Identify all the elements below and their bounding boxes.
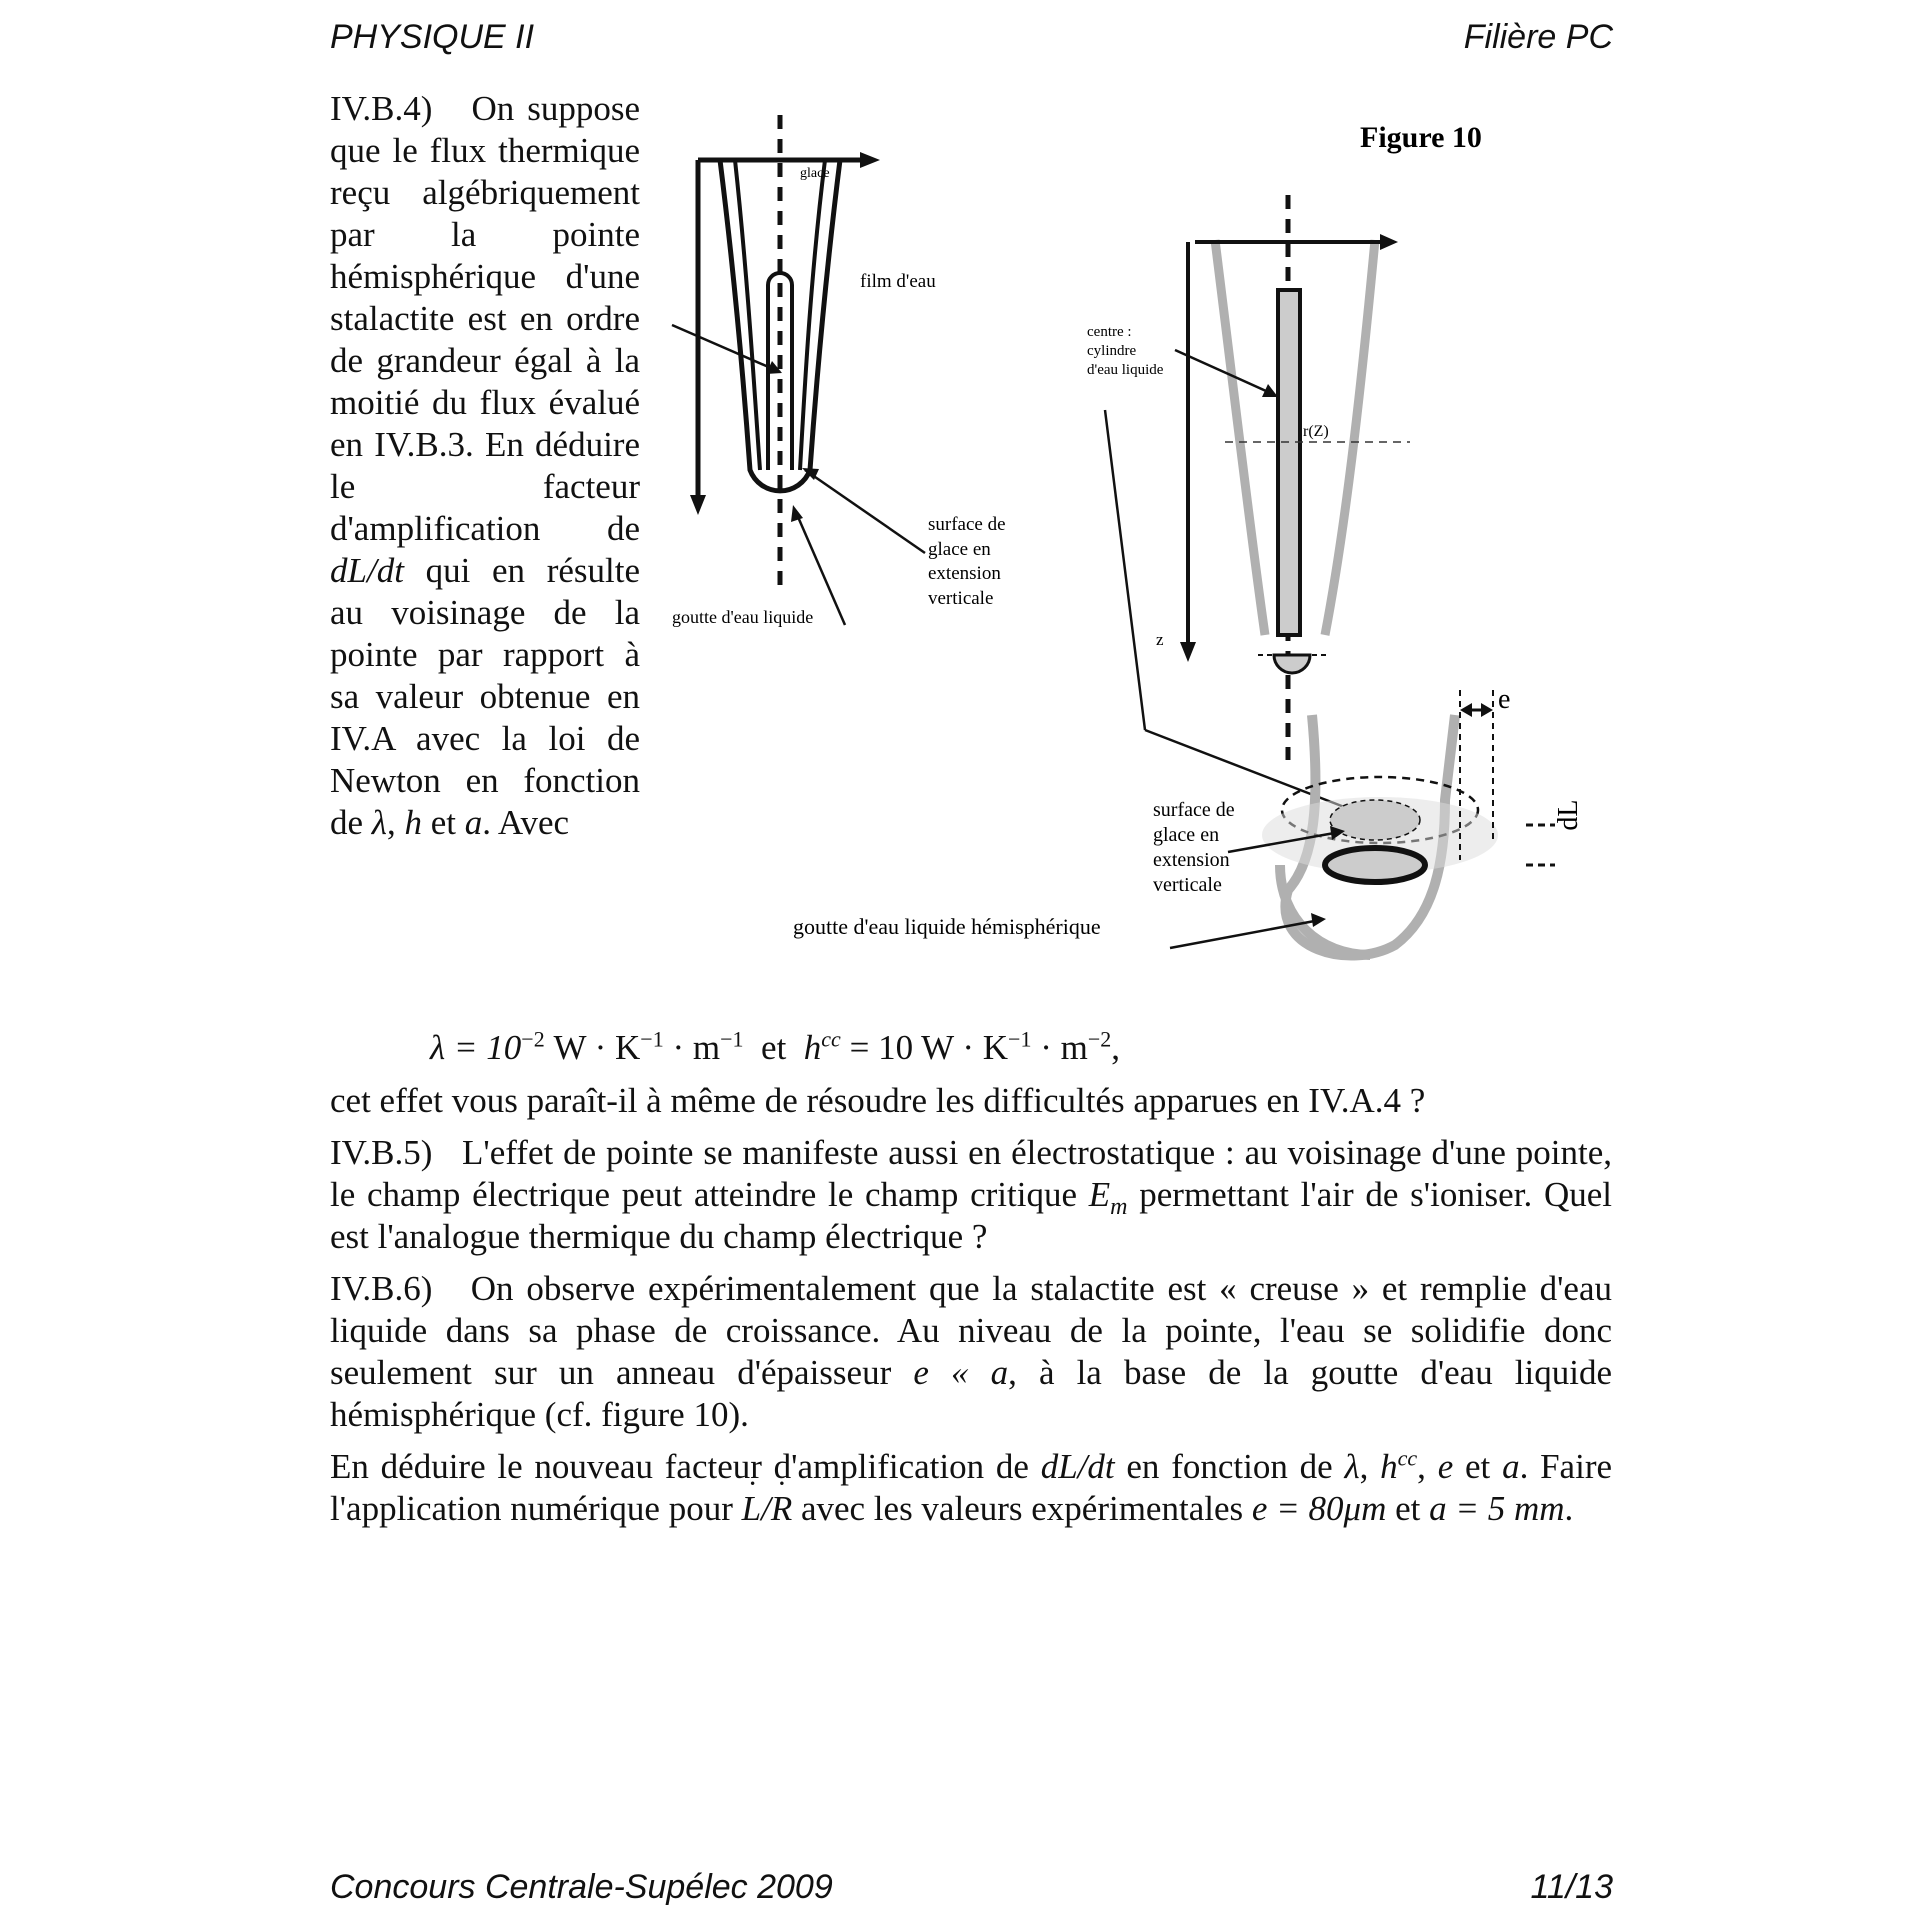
label-surface1-l1: surface de [928, 514, 1006, 535]
var-r-dot: · R [771, 1489, 792, 1528]
label-surface2-l1: surface de [1153, 799, 1235, 821]
word-avec: Avec [497, 803, 570, 842]
slash: / [761, 1489, 771, 1528]
header-left: PHYSIQUE II [330, 18, 535, 56]
math-dl-dt-2: dL/dt [1040, 1447, 1115, 1486]
var-h: h [404, 803, 422, 842]
eq-et: et [761, 1028, 787, 1067]
eq-exp-4: −1 [1008, 1026, 1032, 1052]
var-lambda: λ [371, 803, 387, 842]
arrow-head-right-2 [1380, 234, 1398, 250]
question-6-text-2: , à la base de la goutte d'eau liquide hémisphérique (cf. figure 10). [330, 1353, 1613, 1434]
sep-comma: , [386, 803, 396, 842]
question-5-text-1: L'effet de pointe se manifeste aussi en électrostatique : au voisinage d'une pointe, le champ électrique peut atteindre le champ critique [330, 1133, 1612, 1214]
label-e: e [1498, 684, 1511, 715]
pointer-centre-long [1105, 410, 1145, 730]
label-dl: dL [1553, 799, 1584, 831]
tip-drop [1274, 655, 1310, 673]
eq-unit-2: · m [1031, 1028, 1088, 1067]
question-5-text-2: permettant l'air de s'ioniser. Quel est l'analogue thermique du champ électrique ? [330, 1175, 1612, 1256]
var-h-2: h [1380, 1447, 1398, 1486]
liquid-cylinder [1278, 290, 1300, 635]
question-6-part-2: En déduire le nouveau facteur d'amplification de dL/dt en fonction de λ, $h^{cc}$, e et a. Faire l'application numérique pour · L/· R avec les valeurs expérimentales e = 80μm et a = 5 mm. [330, 1446, 1612, 1530]
var-em: E [1088, 1175, 1111, 1214]
e-arrow-right [1481, 703, 1493, 717]
footer-left: Concours Centrale-Supélec 2009 [330, 1868, 833, 1906]
label-goutte1: goutte d'eau liquide [672, 607, 814, 627]
var-a: a [464, 803, 483, 842]
question-6-text-1: On observe expérimentalement que la stalactite est « creuse » et remplie d'eau liquide dans sa phase de croissance. Au niveau de la pointe, l'eau se solidifie donc seulement sur un anneau d'épaisseur [330, 1269, 1612, 1392]
question-4-column [330, 88, 640, 844]
label-surface1-l3: extension [928, 563, 1001, 584]
sep-end: . [482, 803, 491, 842]
label-surface2-l4: verticale [1153, 874, 1222, 896]
var-a-2: a [1502, 1447, 1520, 1486]
label-surface1-l4: verticale [928, 588, 994, 609]
eq-cc: cc [821, 1026, 841, 1052]
eq-h: h [803, 1028, 822, 1067]
eq-exp-3: −1 [720, 1026, 744, 1052]
label-surface2-l3: extension [1153, 849, 1230, 871]
question-4-conclusion: cet effet vous paraît-il à même de résoudre les difficultés apparues en IV.A.4 ? [330, 1081, 1426, 1120]
eq-val: = 10 W · K [840, 1028, 1009, 1067]
stalactite-diagram-right [1087, 195, 1410, 815]
question-4-text [330, 88, 640, 844]
eq-lambda: λ = 10 [430, 1028, 522, 1067]
pointer-core [672, 325, 780, 372]
label-centre-l1: centre : [1087, 324, 1132, 340]
question-4-text-2: qui en résulte au voisinage de la pointe par rapport à sa valeur obtenue en IV.A avec la loi de Newton en fonction de [330, 551, 640, 842]
eq-end: , [1111, 1028, 1121, 1067]
full-width-text [330, 1080, 1612, 1540]
figure-title: Figure 10 [1360, 121, 1482, 154]
eq-exp-5: −2 [1087, 1026, 1112, 1052]
figure-10 [660, 100, 1620, 990]
math-dl-dt: dL/dt [330, 551, 404, 590]
question-5-label: IV.B.5) [330, 1133, 433, 1172]
ice-wall-right [1325, 240, 1375, 635]
ellipse-ring [1325, 848, 1425, 882]
eq-a-value: a = 5 mm [1429, 1489, 1565, 1528]
eq-exp-1: −2 [521, 1026, 545, 1052]
arrow-head-down [690, 495, 706, 515]
ellipse-inner [1330, 800, 1420, 840]
e-arrow-left [1460, 703, 1472, 717]
label-surface2-l2: glace en [1153, 824, 1220, 846]
label-goutte2: goutte d'eau liquide hémisphérique [793, 914, 1101, 939]
var-l-dot: · L [742, 1489, 761, 1528]
var-em-sub: m [1110, 1194, 1128, 1220]
pointer-goutte2-head [1311, 913, 1326, 927]
stalactite-diagram-left [672, 115, 1006, 627]
cond-e-a: e « a [913, 1353, 1009, 1392]
ice-wall-left [1215, 240, 1265, 635]
equation-line [430, 1027, 1120, 1069]
arrow-head-down-2 [1180, 642, 1196, 662]
q6-p2-text-4: avec les valeurs expérimentales [800, 1489, 1244, 1528]
q6-p2-end: . [1564, 1489, 1574, 1528]
var-e: e [1437, 1447, 1454, 1486]
var-cc-2: cc [1397, 1445, 1418, 1471]
eq-exp-2: −1 [640, 1026, 664, 1052]
arrow-head-right [860, 152, 880, 168]
label-z: z [1156, 630, 1164, 649]
q6-p2-text-2: en fonction de [1126, 1447, 1333, 1486]
header-right: Filière PC [1463, 18, 1613, 56]
label-surface1-l2: glace en [928, 539, 991, 560]
question-5 [330, 1132, 1612, 1258]
label-glace: glace [800, 166, 830, 181]
label-centre-l3: d'eau liquide [1087, 362, 1164, 378]
question-4-text-1: On supposе que le flux thermique reçu algébriquement par la pointe hémisphérique d'une stalactite est en ordre de grandeur égal à la moitié du flux évalué en IV.B.3. En déduire le facteur d'amplification de [330, 89, 640, 548]
footer-right: 11/13 [1530, 1868, 1613, 1906]
pointer-drop-head [791, 505, 803, 522]
eq-unit-1a: W · K [544, 1028, 641, 1067]
eq-e-value: e = 80μm [1251, 1489, 1387, 1528]
q6-p2-text-3: . Faire l'application numérique pour [330, 1447, 1613, 1528]
question-4-label: IV.B.4) [330, 89, 433, 128]
label-rz: r(Z) [1303, 423, 1329, 440]
word-et: et [430, 803, 456, 842]
label-film-eau: film d'eau [860, 271, 936, 292]
q6-p2-text-1: En déduire le nouveau facteur d'amplification de [330, 1447, 1029, 1486]
question-6-label: IV.B.6) [330, 1269, 433, 1308]
eq-unit-1b: · m [663, 1028, 721, 1067]
label-centre-l2: cylindre [1087, 343, 1137, 359]
pointer-surface [805, 470, 925, 553]
var-lambda-2: λ [1344, 1447, 1360, 1486]
tip-detail [793, 684, 1584, 956]
question-6 [330, 1268, 1612, 1436]
